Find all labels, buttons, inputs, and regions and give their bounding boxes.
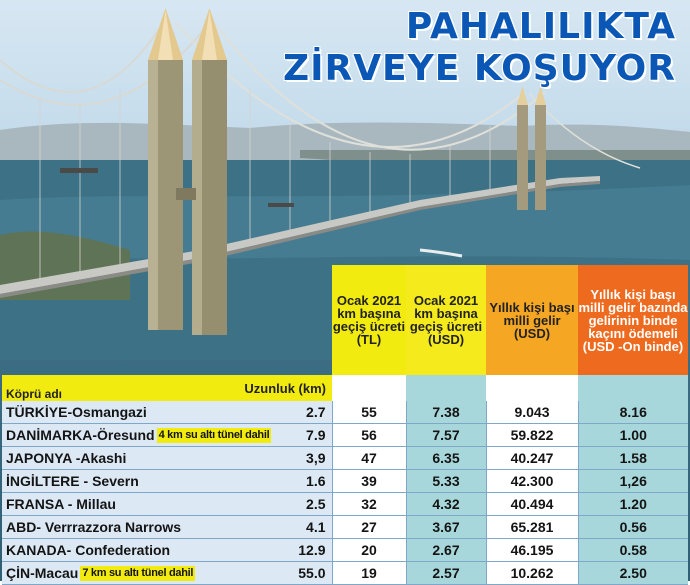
bridge-name bbox=[2, 562, 234, 585]
table-subheader-row bbox=[2, 375, 688, 401]
toll-tl bbox=[332, 401, 406, 424]
header-income: Yıllık kişi başı milli gelir (USD) bbox=[486, 265, 578, 375]
bridge-length-text: 1.6 bbox=[306, 473, 326, 489]
toll-tl bbox=[332, 562, 406, 585]
bridge-length bbox=[234, 470, 332, 493]
bridge-length bbox=[234, 447, 332, 470]
income-permille bbox=[578, 447, 688, 470]
income-per-capita bbox=[486, 539, 578, 562]
headline-line-1: PAHALILIKTA bbox=[405, 6, 676, 47]
toll-usd-text: 3.67 bbox=[432, 519, 460, 535]
toll-usd bbox=[406, 562, 486, 585]
toll-usd-text: 7.38 bbox=[432, 404, 460, 420]
income-permille bbox=[578, 539, 688, 562]
bridge-length-text: 7.9 bbox=[306, 427, 326, 443]
bridge-name-text: JAPONYA -Akashi bbox=[6, 450, 127, 466]
income-per-capita bbox=[486, 493, 578, 516]
bridge-length-text: 55.0 bbox=[298, 565, 326, 581]
bridge-name bbox=[2, 424, 270, 447]
income-per-capita bbox=[486, 470, 578, 493]
toll-usd-text: 4.32 bbox=[432, 496, 460, 512]
toll-tl-text: 20 bbox=[361, 542, 377, 558]
income-per-capita-text: 46.195 bbox=[510, 542, 554, 558]
toll-tl-text: 32 bbox=[361, 496, 377, 512]
bridge-toll-table bbox=[2, 265, 688, 585]
income-per-capita bbox=[486, 401, 578, 424]
toll-usd-text: 7.57 bbox=[432, 427, 460, 443]
table-row bbox=[2, 447, 688, 470]
headline bbox=[283, 6, 676, 90]
toll-usd bbox=[406, 516, 486, 539]
tunnel-note: 7 km su altı tünel dahil bbox=[82, 567, 194, 580]
far-tower-left bbox=[517, 105, 528, 210]
toll-usd-text: 5.33 bbox=[432, 473, 460, 489]
toll-tl-text: 39 bbox=[361, 473, 377, 489]
toll-usd bbox=[406, 493, 486, 516]
toll-tl-text: 47 bbox=[361, 450, 377, 466]
income-per-capita-text: 9.043 bbox=[514, 404, 550, 420]
header-name: Köprü adı bbox=[2, 375, 234, 401]
header-toll-tl: Ocak 2021 km başına geçiş ücreti (TL) bbox=[332, 265, 406, 375]
bridge-length-text: 4.1 bbox=[306, 519, 326, 535]
bridge-name-text: ABD- Verrrazzora Narrows bbox=[6, 519, 182, 535]
headline-line-2: ZİRVEYE KOŞUYOR bbox=[282, 48, 676, 89]
bridge-name-text: KANADA- Confederation bbox=[6, 542, 171, 558]
bridge-name bbox=[2, 470, 234, 493]
boat bbox=[268, 203, 294, 207]
header-permille: Yıllık kişi başı milli gelir bazında gelirinin binde kaçını ödemeli (USD -On binde) bbox=[578, 265, 688, 375]
toll-usd bbox=[406, 447, 486, 470]
income-per-capita bbox=[486, 447, 578, 470]
income-per-capita-text: 40.247 bbox=[510, 450, 554, 466]
income-per-capita-text: 65.281 bbox=[510, 519, 554, 535]
bridge-name bbox=[2, 539, 234, 562]
bridge-length bbox=[234, 516, 332, 539]
income-permille bbox=[578, 493, 688, 516]
bridge-length-text: 12.9 bbox=[298, 542, 326, 558]
header-length: Uzunluk (km) bbox=[234, 375, 332, 401]
table-row bbox=[2, 470, 688, 493]
income-permille-text: 0.58 bbox=[619, 542, 647, 558]
toll-usd bbox=[406, 401, 486, 424]
toll-usd bbox=[406, 424, 486, 447]
bridge-name-text: FRANSA - Millau bbox=[6, 496, 116, 512]
toll-tl bbox=[332, 424, 406, 447]
bridge-length bbox=[234, 562, 332, 585]
bridge-length bbox=[234, 539, 332, 562]
bridge-length-text: 2.5 bbox=[306, 496, 326, 512]
income-per-capita-text: 42.300 bbox=[510, 473, 554, 489]
table-row bbox=[2, 539, 688, 562]
tunnel-note: 4 km su altı tünel dahil bbox=[158, 429, 270, 442]
toll-usd bbox=[406, 470, 486, 493]
far-tower-right bbox=[535, 105, 546, 210]
bridge-length-text: 3,9 bbox=[306, 450, 326, 466]
income-permille bbox=[578, 516, 688, 539]
toll-tl-text: 56 bbox=[361, 427, 377, 443]
bridge-length bbox=[234, 401, 332, 424]
income-permille-text: 1,26 bbox=[619, 473, 647, 489]
table-body bbox=[2, 401, 688, 585]
income-per-capita-text: 40.494 bbox=[510, 496, 554, 512]
bridge-name-text: İNGİLTERE - Severn bbox=[6, 473, 139, 489]
income-per-capita-text: 59.822 bbox=[510, 427, 554, 443]
income-permille-text: 1.58 bbox=[619, 450, 647, 466]
toll-tl bbox=[332, 447, 406, 470]
toll-tl bbox=[332, 539, 406, 562]
income-per-capita bbox=[486, 516, 578, 539]
toll-tl bbox=[332, 516, 406, 539]
income-permille-text: 2.50 bbox=[619, 565, 647, 581]
bridge-name bbox=[2, 493, 234, 516]
income-permille-text: 8.16 bbox=[619, 404, 647, 420]
bridge-name bbox=[2, 516, 234, 539]
toll-usd bbox=[406, 539, 486, 562]
toll-tl bbox=[332, 493, 406, 516]
boat bbox=[60, 168, 98, 173]
table-row bbox=[2, 401, 688, 424]
table-row bbox=[2, 493, 688, 516]
income-permille-text: 1.00 bbox=[619, 427, 647, 443]
bridge-name bbox=[2, 401, 234, 424]
income-per-capita bbox=[486, 562, 578, 585]
main-cable bbox=[0, 20, 165, 92]
bridge-length-text: 2.7 bbox=[306, 404, 326, 420]
toll-usd-text: 2.57 bbox=[432, 565, 460, 581]
table-header-row bbox=[2, 265, 688, 375]
table-row bbox=[2, 516, 688, 539]
toll-tl-text: 27 bbox=[361, 519, 377, 535]
bridge-name-text: DANİMARKA-Öresund bbox=[6, 426, 155, 443]
income-permille bbox=[578, 470, 688, 493]
table-row bbox=[2, 424, 688, 447]
income-permille bbox=[578, 401, 688, 424]
bridge-name bbox=[2, 447, 234, 470]
table-row bbox=[2, 562, 688, 585]
bridge-name-text: TÜRKİYE-Osmangazi bbox=[6, 404, 147, 420]
income-per-capita-text: 10.262 bbox=[510, 565, 554, 581]
income-permille-text: 1.20 bbox=[619, 496, 647, 512]
income-permille bbox=[578, 562, 688, 585]
toll-usd-text: 6.35 bbox=[432, 450, 460, 466]
toll-tl bbox=[332, 470, 406, 493]
toll-tl-text: 55 bbox=[361, 404, 377, 420]
toll-usd-text: 2.67 bbox=[432, 542, 460, 558]
income-per-capita bbox=[486, 424, 578, 447]
header-toll-usd: Ocak 2021 km başına geçiş ücreti (USD) bbox=[406, 265, 486, 375]
income-permille-text: 0.56 bbox=[619, 519, 647, 535]
bridge-length bbox=[234, 493, 332, 516]
income-permille bbox=[578, 424, 688, 447]
toll-tl-text: 19 bbox=[361, 565, 377, 581]
bridge-name-text: ÇİN-Macau bbox=[6, 564, 79, 581]
